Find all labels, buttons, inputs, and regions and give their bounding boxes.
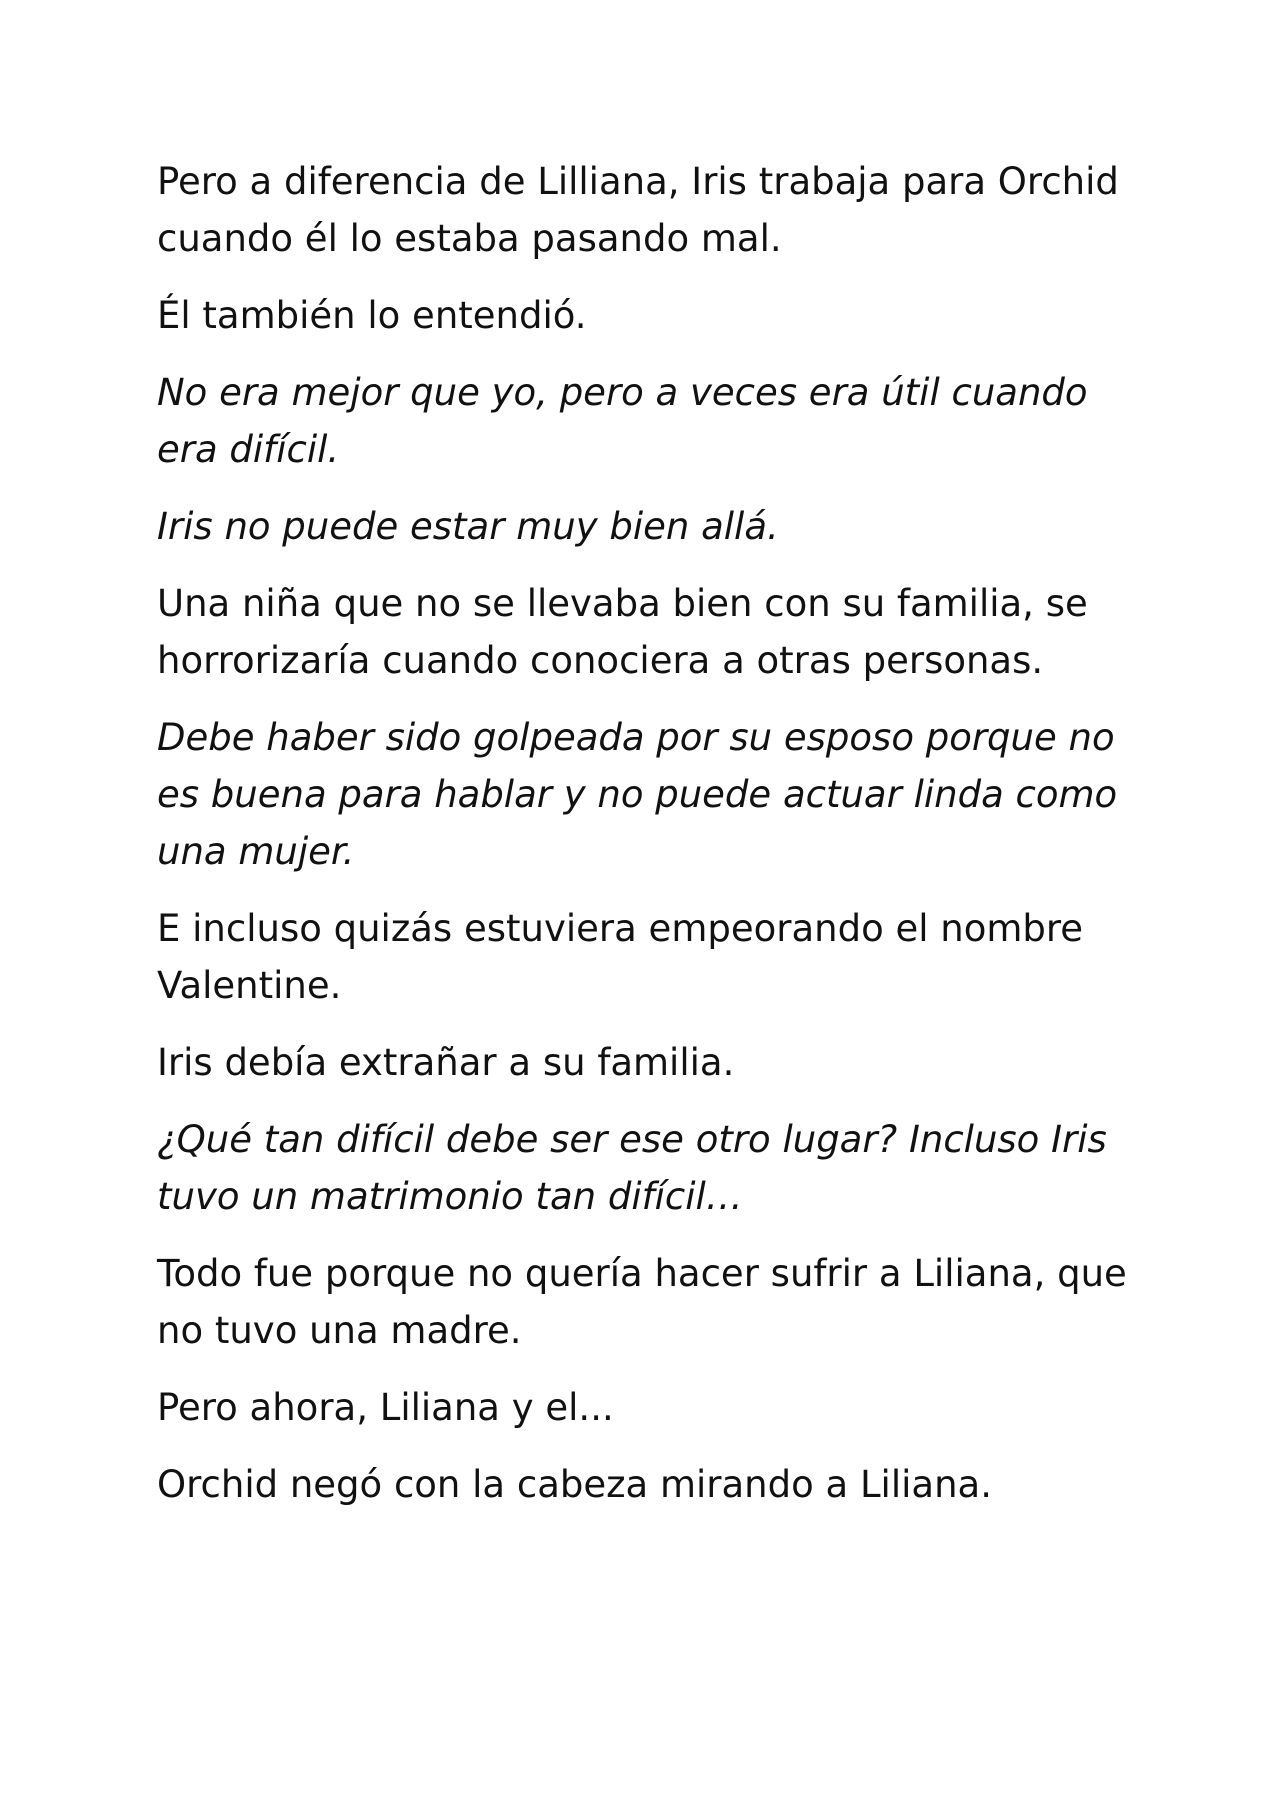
paragraph: Orchid negó con la cabeza mirando a Liliana.	[157, 1463, 992, 1506]
paragraph: E incluso quizás estuviera empeorando el nombre Valentine.	[157, 907, 1084, 1007]
italic-paragraph: No era mejor que yo, pero a veces era útil cuando era difícil.	[157, 371, 1088, 471]
italic-paragraph: ¿Qué tan difícil debe ser ese otro lugar? Incluso Iris tuvo un matrimonio tan difícil…	[157, 1118, 1107, 1218]
paragraph: Todo fue porque no quería hacer sufrir a Liliana, que no tuvo una madre.	[157, 1252, 1127, 1352]
paragraph: Él también lo entendió.	[157, 294, 587, 337]
document-body	[157, 153, 1147, 1533]
paragraph: Iris debía extrañar a su familia.	[157, 1041, 735, 1084]
paragraph: Pero ahora, Liliana y el...	[157, 1386, 614, 1429]
italic-paragraph: Iris no puede estar muy bien allá.	[157, 505, 779, 548]
paragraph: Una niña que no se llevaba bien con su familia, se horrorizaría cuando conociera a otras personas.	[157, 582, 1088, 682]
italic-paragraph: Debe haber sido golpeada por su esposo porque no es buena para hablar y no puede actuar linda como una mujer.	[157, 716, 1118, 873]
paragraph: Pero a diferencia de Lilliana, Iris trabaja para Orchid cuando él lo estaba pasando mal.	[157, 160, 1119, 260]
